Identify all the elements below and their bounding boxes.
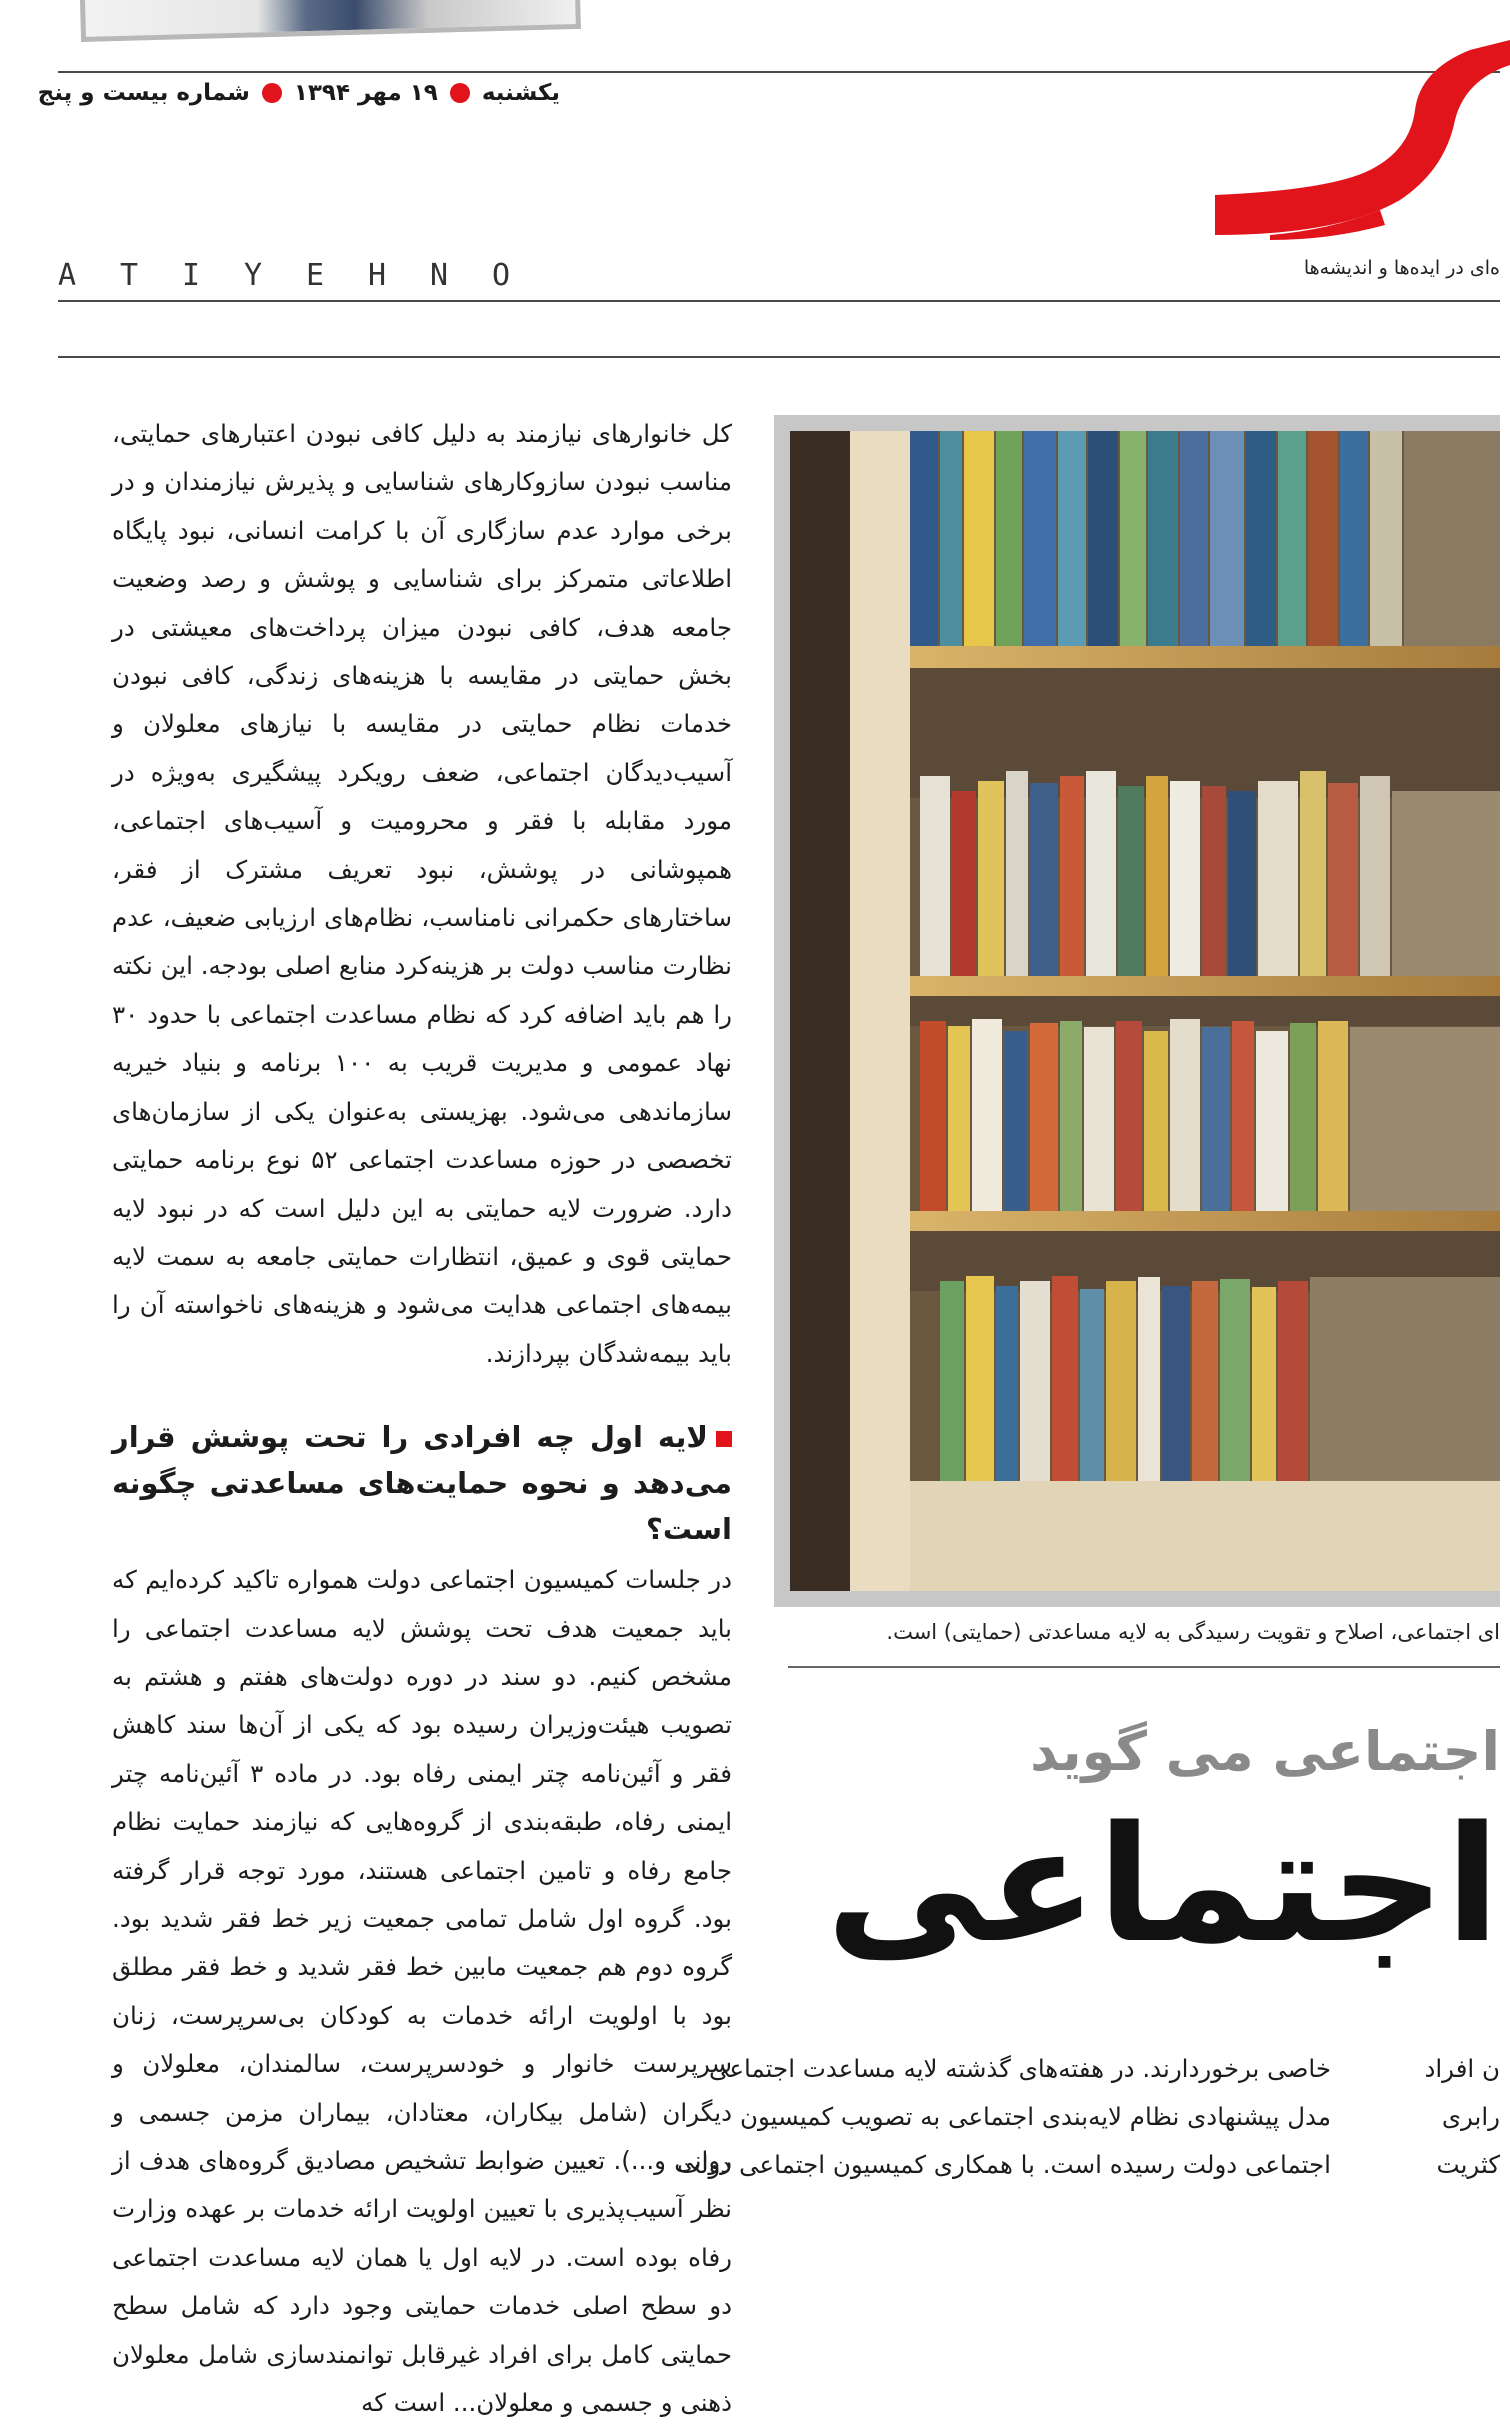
body-line: رابری	[1441, 2102, 1500, 2131]
caption-divider	[788, 1666, 1500, 1668]
masthead-tagline: ه‌ای در ایده‌ها و اندیشه‌ها	[1303, 257, 1500, 279]
newspaper-logo-icon	[1210, 40, 1510, 240]
article-kicker: اجتماعی می گوید	[1030, 1720, 1500, 1783]
bullet-dot-icon	[262, 83, 282, 103]
header-rule	[58, 356, 1500, 358]
bookshelf-image	[790, 431, 1500, 1591]
masthead-letter: N	[430, 258, 449, 293]
latin-masthead	[58, 258, 554, 293]
top-photo-strip	[80, 0, 581, 42]
article-body-column	[1424, 2045, 1500, 2189]
interview-question	[112, 1414, 732, 1552]
body-paragraph: کل خانوارهای نیازمند به دلیل کافی نبودن اعتبارهای حمایتی، مناسب نبودن سازوکارهای شناسایی و پذیرش نیازمندان و در برخی موارد عدم سازگاری آن با کرامت انسانی، نبود پایگاه اطلاعاتی متمرکز برای شناسایی و پوشش و رصد وضعیت جامعه هدف، کافی نبودن میزان پرداخت‌های معیشتی در بخش حمایتی در مقایسه با هزینه‌های زندگی، کافی نبودن خدمات نظام حمایتی در مقایسه با نیازهای معلولان و آسیب‌دیدگان اجتماعی، ضعف رویکرد پیشگیری به‌ویژه در مورد مقابله با فقر و محرومیت و آسیب‌های اجتماعی، همپوشانی در پوشش، نبود تعریف مشترک از فقر، ساختارهای حکمرانی نامناسب، نظام‌های ارزیابی ضعیف، عدم نظارت مناسب دولت بر هزینه‌کرد منابع اصلی بودجه. این نکته را هم باید اضافه کرد که نظام مساعدت اجتماعی با حدود ۳۰ نهاد عمومی و مدیریت قریب به ۱۰۰ برنامه و بنیاد خیریه سازماندهی می‌شود. بهزیستی به‌عنوان یکی از سازمان‌های تخصصی در حوزه مساعدت اجتماعی ۵۲ نوع برنامه حمایتی دارد. ضرورت لایه حمایتی به این دلیل است که در نبود لایه حمایتی قوی و عمیق، انتظارات حمایتی جامعه به سمت لایه بیمه‌های اجتماعی هدایت می‌شود و هزینه‌های ناخواسته آن را باید بیمه‌شدگان بپردازند.	[111, 419, 732, 1368]
article-headline: اجتماعی	[826, 1791, 1500, 1978]
issue-number: شماره بیست و پنج	[37, 80, 250, 106]
masthead-letter: T	[120, 258, 139, 293]
body-paragraph: در جلسات کمیسیون اجتماعی دولت همواره تاکید کرده‌ایم که باید جمعیت هدف تحت پوشش لایه مساعدت اجتماعی را مشخص کنیم. دو سند در دوره دولت‌های هفتم و هشتم به تصویب هیئت‌وزیران رسیده بود که یکی از آن‌ها سند کاهش فقر و آئین‌نامه چتر ایمنی رفاه بود. در ماده ۳ آئین‌نامه چتر ایمنی رفاه، طبقه‌بندی از گروه‌هایی که نیازمند حمایت نظام جامع رفاه و تامین اجتماعی هستند، مورد توجه قرار گرفته بود. گروه اول شامل تمامی جمعیت زیر خط فقر شدید بود. گروه دوم هم جمعیت مابین خط فقر شدید و خط فقر مطلق بود با اولویت ارائه خدمات به کودکان بی‌سرپرست، زنان سرپرست خانوار و خودسرپرست، سالمندان، معلولان و دیگران (شامل بیکاران، معتادان، بیماران مزمن جسمی و روانی و...). تعیین ضوابط تشخیص مصادیق گروه‌های هدف از نظر آسیب‌پذیری با تعیین اولویت ارائه خدمات بر عهده وزارت رفاه بوده است. در لایه اول یا همان لایه مساعدت اجتماعی دو سطح اصلی خدمات حمایتی وجود دارد که شامل سطح حمایتی کامل برای افراد غیرقابل توانمندسازی شامل معلولان ذهنی و جسمی و معلولان... است که	[112, 1565, 733, 2418]
photo-caption: ای اجتماعی، اصلاح و تقویت رسیدگی به لایه مساعدتی (حمایتی) است.	[886, 1620, 1500, 1644]
header-rule	[58, 300, 1500, 302]
red-square-icon	[716, 1431, 732, 1447]
masthead-letter: E	[306, 258, 325, 293]
body-line: خاصی برخوردارند. در هفته‌های گذشته لایه مساعدت اجتماعی	[709, 2054, 1331, 2083]
question-text: لایه اول چه افرادی را تحت پوشش قرار می‌دهد و نحوه حمایت‌های مساعدتی چگونه است؟	[112, 1420, 732, 1547]
masthead-letter: H	[368, 258, 387, 293]
article-body-column	[677, 2045, 1331, 2189]
article-left-column	[112, 410, 732, 2427]
masthead-letter: O	[492, 258, 511, 293]
date-full: ۱۹ مهر ۱۳۹۴	[293, 80, 438, 106]
masthead-letter: Y	[244, 258, 263, 293]
body-line: مدل پیشنهادی نظام لایه‌بندی اجتماعی به تصویب کمیسیون	[739, 2102, 1331, 2131]
masthead-letter: I	[182, 258, 201, 293]
bullet-dot-icon	[450, 83, 470, 103]
issue-date-bar	[38, 80, 560, 106]
masthead-letter: A	[58, 258, 77, 293]
bookshelf-photo	[790, 431, 1500, 1591]
article-photo-frame	[774, 415, 1500, 1607]
date-day: یکشنبه	[481, 80, 560, 106]
body-line: ن افراد	[1424, 2054, 1500, 2083]
body-line: اجتماعی دولت رسیده است. با همکاری کمیسیون اجتماعی دولت	[677, 2150, 1331, 2179]
body-line: کثریت	[1436, 2150, 1500, 2179]
